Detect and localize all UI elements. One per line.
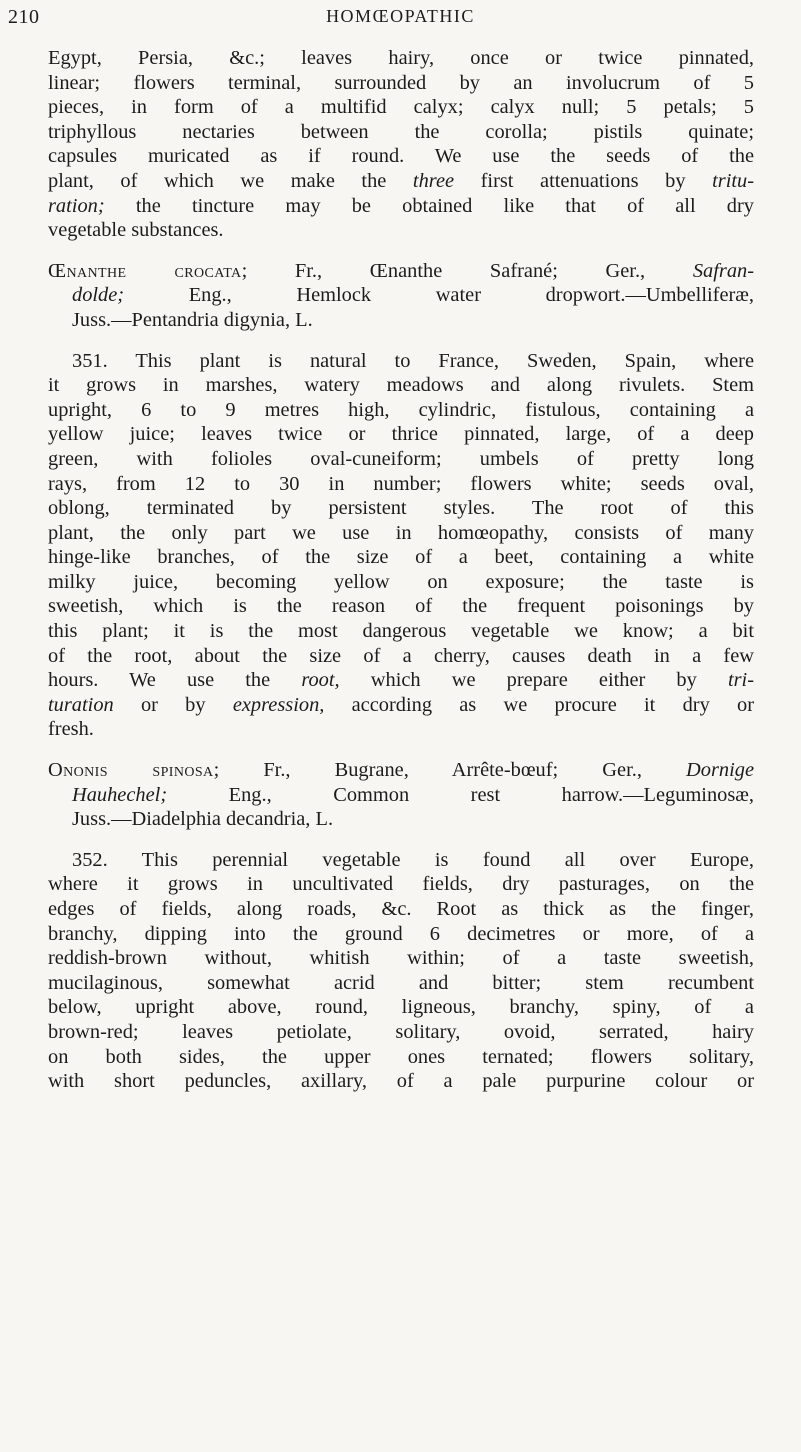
text-run: Eng., Hemlock water dropwort.—Umbelliferæ, <box>124 284 754 307</box>
running-title: HOMŒOPATHIC <box>326 6 475 26</box>
text-line: on both sides, the upper ones ternated; flowers solitary, <box>48 1045 754 1068</box>
italic-run: Hauhechel; <box>72 783 168 806</box>
text-run: hours. We use the <box>48 669 302 692</box>
text-line: reddish-brown without, whitish within; of a taste sweetish, <box>48 947 754 970</box>
text-line: it grows in marshes, watery meadows and along rivulets. Stem <box>48 374 754 397</box>
page-number: 210 <box>8 6 40 28</box>
text-line: oblong, terminated by persistent styles. The root of this <box>48 497 754 520</box>
text-line: mucilaginous, somewhat acrid and bitter; stem recumbent <box>48 971 754 994</box>
text-line <box>48 783 754 808</box>
entry-heading-ononis <box>48 758 754 783</box>
text-line <box>48 668 754 693</box>
italic-run: turation <box>48 693 114 716</box>
text-line: of the root, about the size of a cherry, causes death in a few <box>48 644 754 667</box>
text-line: milky juice, becoming yellow on exposure; the taste is <box>48 570 754 593</box>
italic-run: root, <box>301 669 340 692</box>
text-line: branchy, dipping into the ground 6 decimetres or more, of a <box>48 922 754 945</box>
text-line <box>48 194 754 219</box>
text-line: with short peduncles, axillary, of a pale purpurine colour or <box>48 1070 754 1093</box>
text-run: according as we procure it dry or <box>324 693 754 716</box>
text-run: which we prepare either by <box>339 669 728 692</box>
running-head <box>0 6 801 34</box>
paragraph-351-start: 351. This plant is natural to France, Sweden, Spain, where <box>72 349 754 372</box>
text-line: Juss.—Diadelphia decandria, L. <box>72 808 334 831</box>
page-body <box>48 46 754 1094</box>
text-line: brown-red; leaves petiolate, solitary, ovoid, serrated, hairy <box>48 1020 754 1043</box>
text-line <box>48 693 754 718</box>
text-line: this plant; it is the most dangerous vegetable we know; a bit <box>48 620 754 643</box>
text-line: below, upright above, round, ligneous, branchy, spiny, of a <box>48 996 754 1019</box>
text-line: capsules muricated as if round. We use the seeds of the <box>48 145 754 168</box>
text-line: fresh. <box>48 718 94 741</box>
text-line: upright, 6 to 9 metres high, cylindric, fistulous, containing a <box>48 398 754 421</box>
italic-run: expression, <box>232 693 325 716</box>
text-run: or by <box>113 693 233 716</box>
text-run: first attenuations by <box>454 169 713 192</box>
text-run: ; Fr., Bugrane, Arrête-bœuf; Ger., <box>213 759 687 782</box>
text-line: plant, the only part we use in homœopathy, consists of many <box>48 521 754 544</box>
text-line: hinge-like branches, of the size of a beet, containing a white <box>48 546 754 569</box>
text-run: plant, of which we make the <box>48 169 413 192</box>
text-line: Juss.—Pentandria digynia, L. <box>72 308 313 331</box>
text-line: edges of fields, along roads, &c. Root as thick as the finger, <box>48 898 754 920</box>
paragraph-352-start: 352. This perennial vegetable is found all over Europe, <box>72 848 754 871</box>
text-line: linear; flowers terminal, surrounded by an involucrum of 5 <box>48 71 754 94</box>
text-line: triphyllous nectaries between the corolla; pistils quinate; <box>48 120 754 143</box>
text-line: sweetish, which is the reason of the frequent poisonings by <box>48 595 754 618</box>
species-name: Œnanthe crocata <box>48 259 242 282</box>
text-line: rays, from 12 to 30 in number; flowers white; seeds oval, <box>48 472 754 495</box>
entry-heading-oenanthe <box>48 259 754 284</box>
italic-run: Dornige <box>686 759 754 782</box>
species-name: Ononis spinosa <box>48 759 214 782</box>
text-line: yellow juice; leaves twice or thrice pinnated, large, of a deep <box>48 423 754 446</box>
italic-run: tritu- <box>712 169 755 192</box>
italic-run: dolde; <box>72 284 125 307</box>
text-line <box>48 169 754 194</box>
text-line: where it grows in uncultivated fields, dry pasturages, on the <box>48 873 754 896</box>
italic-run: Safran- <box>692 259 755 282</box>
text-run: Eng., Common rest harrow.—Leguminosæ, <box>167 783 754 806</box>
text-line: vegetable substances. <box>48 219 224 242</box>
text-run: the tincture may be obtained like that of all dry <box>104 194 754 217</box>
text-run: ; Fr., Œnanthe Safrané; Ger., <box>241 259 693 282</box>
text-line: pieces, in form of a multifid calyx; calyx null; 5 petals; 5 <box>48 96 754 119</box>
italic-run: tri- <box>727 669 755 692</box>
italic-run: three <box>412 169 455 192</box>
italic-run: ration; <box>48 194 105 217</box>
text-line: green, with folioles oval-cuneiform; umbels of pretty long <box>48 447 754 470</box>
text-line: Egypt, Persia, &c.; leaves hairy, once or twice pinnated, <box>48 47 754 69</box>
text-line <box>48 283 754 308</box>
